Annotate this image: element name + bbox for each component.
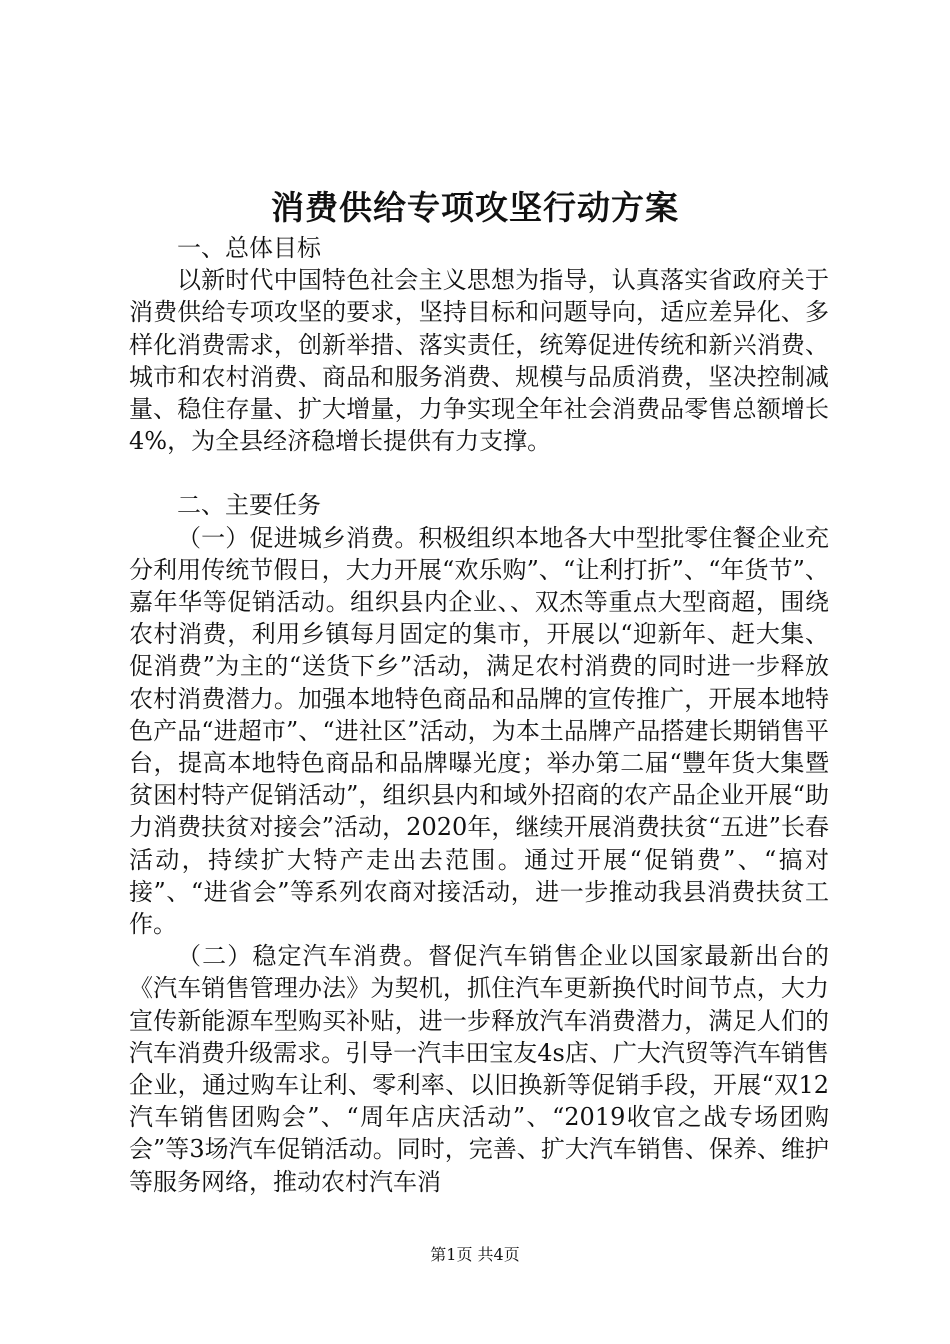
section-heading-tasks: 二、主要任务 [177,491,321,520]
page-number-footer: 第1页 共4页 [430,1245,520,1264]
paragraph-urban-rural-consumption: （一）促进城乡消费。积极组织本地各大中型批零住餐企业充分利用传统节假日，大力开展“欢乐购”、“让利打折”、“年货节”、嘉年华等促销活动。组织县内企业、、双杰等重点大型商超，围绕农村消费，利用乡镇每月固定的集市，开展以“迎新年、赶大集、促消费”为主的“送货下乡”活动，满足农村消费的同时进一步释放农村消费潜力。加强本地特色商品和品牌的宣传推广，开展本地特色产品“进超市”、“进社区”活动，为本土品牌产品搭建长期销售平台，提高本地特色商品和品牌曝光度；举办第二届“豐年货大集暨贫困村特产促销活动”，组织县内和域外招商的农产品企业开展“助力消费扶贫对接会”活动，2020年，继续开展消费扶贫“五进”长春活动，持续扩大特产走出去范围。通过开展“促销费”、“搞对接”、“进省会”等系列农商对接活动，进一步推动我县消费扶贫工作。 [129,523,829,939]
document-body [129,232,829,1198]
paragraph-auto-consumption: （二）稳定汽车消费。督促汽车销售企业以国家最新出台的《汽车销售管理办法》为契机，抓住汽车更新换代时间节点，大力宣传新能源车型购买补贴，进一步释放汽车消费潜力，满足人们的汽车消费升级需求。引导一汽丰田宝友4s店、广大汽贸等汽车销售企业，通过购车让利、零利率、以旧换新等促销手段，开展“双12汽车销售团购会”、“周年店庆活动”、“2019收官之战专场团购会”等3场汽车促销活动。同时，完善、扩大汽车销售、保养、维护等服务网络，推动农村汽车消 [129,942,829,1196]
section-heading-goals: 一、总体目标 [177,234,321,262]
paragraph-goals: 以新时代中国特色社会主义思想为指导，认真落实省政府关于消费供给专项攻坚的要求，坚持目标和问题导向，适应差异化、多样化消费需求，创新举措、落实责任，统筹促进传统和新兴消费、城市和农村消费、商品和服务消费、规模与品质消费，坚决控制减量、稳住存量、扩大增量，力争实现全年社会消费品零售总额增长4%，为全县经济稳增长提供有力支撑。 [129,266,829,456]
document-title: 消费供给专项攻坚行动方案 [271,188,679,227]
